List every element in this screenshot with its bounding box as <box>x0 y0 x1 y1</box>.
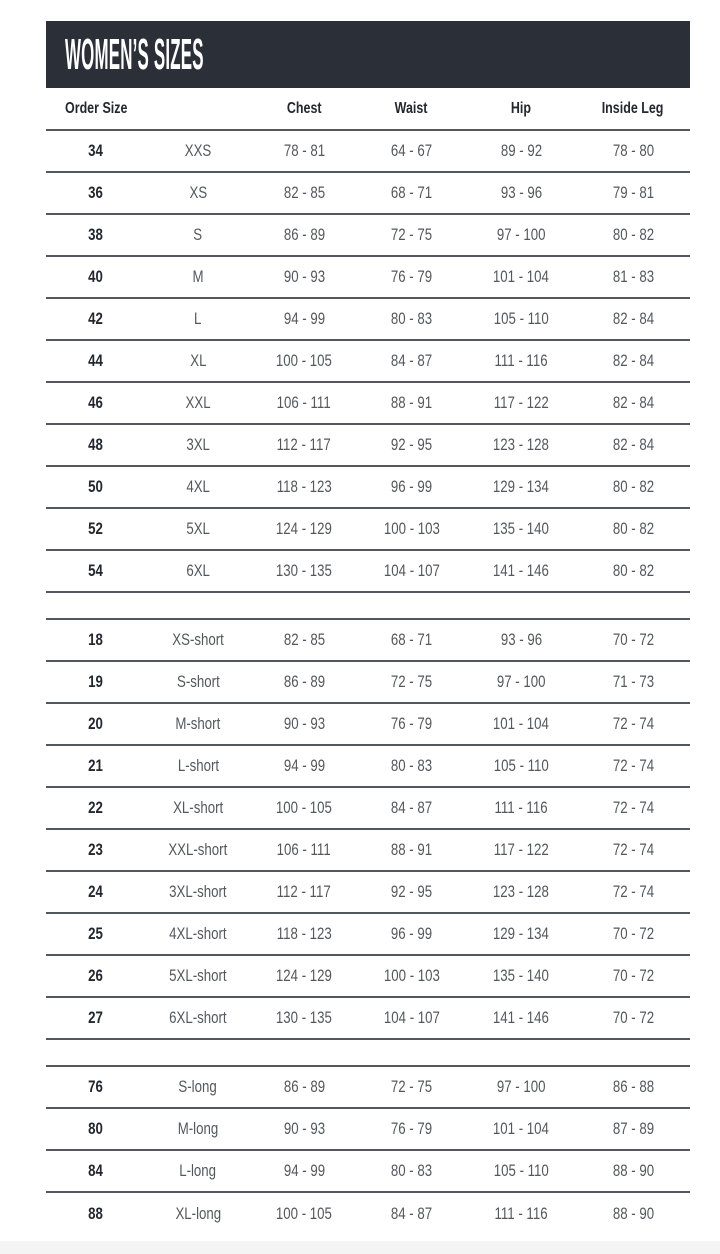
chest-cell: 112 - 117 <box>276 435 332 454</box>
waist-cell: 88 - 91 <box>390 393 433 412</box>
table-row <box>46 1109 690 1151</box>
size-name-cell: M <box>192 267 204 286</box>
chest-cell: 118 - 123 <box>276 924 332 943</box>
order-size-cell: 38 <box>88 225 103 244</box>
waist-cell: 88 - 91 <box>390 840 433 859</box>
waist-cell: 76 - 79 <box>390 267 433 286</box>
inside-leg-cell: 72 - 74 <box>612 840 654 859</box>
waist-cell: 76 - 79 <box>390 1119 433 1138</box>
waist-cell: 104 - 107 <box>383 561 440 580</box>
inside-leg-cell: 80 - 82 <box>612 561 654 580</box>
hip-cell: 101 - 104 <box>492 1119 550 1138</box>
order-size-cell: 21 <box>88 756 103 775</box>
chest-cell: 130 - 135 <box>275 561 333 580</box>
hip-cell: 135 - 140 <box>492 966 550 985</box>
chest-cell: 82 - 85 <box>283 630 325 649</box>
inside-leg-cell: 82 - 84 <box>612 309 654 328</box>
waist-cell: 72 - 75 <box>390 225 433 244</box>
size-section-short <box>46 618 690 1040</box>
waist-cell: 72 - 75 <box>390 672 433 691</box>
table-row <box>46 914 690 956</box>
column-header-chest: Chest <box>286 99 322 117</box>
table-row <box>46 425 690 467</box>
size-name-cell: L-short <box>177 756 219 775</box>
chest-cell: 90 - 93 <box>283 267 325 286</box>
size-name-cell: 6XL-short <box>169 1008 227 1027</box>
table-row <box>46 998 690 1040</box>
waist-cell: 96 - 99 <box>390 477 433 496</box>
waist-cell: 104 - 107 <box>383 1008 440 1027</box>
waist-cell: 68 - 71 <box>390 183 433 202</box>
size-name-cell: 3XL-short <box>169 882 227 901</box>
chest-cell: 124 - 129 <box>275 519 333 538</box>
waist-cell: 72 - 75 <box>390 1077 433 1096</box>
order-size-cell: 88 <box>88 1204 103 1223</box>
inside-leg-cell: 78 - 80 <box>612 141 654 160</box>
table-row <box>46 551 690 593</box>
waist-cell: 84 - 87 <box>390 351 433 370</box>
order-size-cell: 36 <box>88 183 103 202</box>
page-bottom-strip <box>0 1241 720 1254</box>
chest-cell: 130 - 135 <box>275 1008 333 1027</box>
waist-cell: 92 - 95 <box>390 435 433 454</box>
inside-leg-cell: 88 - 90 <box>612 1161 654 1180</box>
size-name-cell: 5XL <box>186 519 210 538</box>
order-size-cell: 19 <box>88 672 103 691</box>
chest-cell: 90 - 93 <box>283 714 325 733</box>
table-row <box>46 662 690 704</box>
chest-cell: 94 - 99 <box>283 756 325 775</box>
size-name-cell: L <box>194 309 202 328</box>
inside-leg-cell: 72 - 74 <box>612 756 654 775</box>
chest-cell: 94 - 99 <box>283 309 325 328</box>
chest-cell: 100 - 105 <box>275 798 333 817</box>
table-row <box>46 383 690 425</box>
order-size-cell: 25 <box>88 924 103 943</box>
chest-cell: 100 - 105 <box>275 351 333 370</box>
order-size-cell: 26 <box>88 966 103 985</box>
inside-leg-cell: 82 - 84 <box>612 351 654 370</box>
hip-cell: 141 - 146 <box>492 1008 550 1027</box>
table-header-row <box>46 88 690 131</box>
inside-leg-cell: 87 - 89 <box>612 1119 654 1138</box>
order-size-cell: 48 <box>88 435 103 454</box>
waist-cell: 84 - 87 <box>390 798 433 817</box>
hip-cell: 93 - 96 <box>500 183 542 202</box>
order-size-cell: 54 <box>88 561 103 580</box>
chest-cell: 106 - 111 <box>276 840 332 859</box>
chest-cell: 106 - 111 <box>276 393 332 412</box>
chest-cell: 82 - 85 <box>283 183 325 202</box>
inside-leg-cell: 70 - 72 <box>612 630 654 649</box>
inside-leg-cell: 72 - 74 <box>612 882 654 901</box>
page-title: WOMEN’S SIZES <box>65 29 204 79</box>
inside-leg-cell: 72 - 74 <box>612 714 654 733</box>
size-name-cell: 4XL <box>186 477 210 496</box>
chest-cell: 86 - 89 <box>283 1077 325 1096</box>
hip-cell: 129 - 134 <box>492 477 550 496</box>
chest-cell: 112 - 117 <box>276 882 332 901</box>
table-row <box>46 257 690 299</box>
inside-leg-cell: 88 - 90 <box>612 1204 654 1223</box>
hip-cell: 93 - 96 <box>500 630 542 649</box>
waist-cell: 92 - 95 <box>390 882 433 901</box>
table-row <box>46 872 690 914</box>
inside-leg-cell: 70 - 72 <box>612 924 654 943</box>
hip-cell: 97 - 100 <box>496 225 546 244</box>
hip-cell: 105 - 110 <box>493 1161 549 1180</box>
table-row <box>46 1151 690 1193</box>
table-row <box>46 956 690 998</box>
table-row <box>46 509 690 551</box>
hip-cell: 111 - 116 <box>494 798 548 817</box>
waist-cell: 100 - 103 <box>383 519 440 538</box>
table-row <box>46 620 690 662</box>
order-size-cell: 44 <box>88 351 103 370</box>
inside-leg-cell: 82 - 84 <box>612 435 654 454</box>
hip-cell: 101 - 104 <box>492 267 550 286</box>
hip-cell: 111 - 116 <box>494 1204 548 1223</box>
order-size-cell: 46 <box>88 393 103 412</box>
inside-leg-cell: 72 - 74 <box>612 798 654 817</box>
table-row <box>46 131 690 173</box>
waist-cell: 96 - 99 <box>390 924 433 943</box>
table-row <box>46 788 690 830</box>
order-size-cell: 76 <box>88 1077 103 1096</box>
table-row <box>46 215 690 257</box>
inside-leg-cell: 86 - 88 <box>612 1077 654 1096</box>
chest-cell: 124 - 129 <box>275 966 333 985</box>
order-size-cell: 27 <box>88 1008 103 1027</box>
size-name-cell: L-long <box>179 1161 217 1180</box>
column-header-waist: Waist <box>395 99 428 117</box>
waist-cell: 68 - 71 <box>390 630 433 649</box>
size-name-cell: XXL-short <box>168 840 228 859</box>
order-size-cell: 34 <box>88 141 103 160</box>
size-name-cell: XL-short <box>172 798 224 817</box>
waist-cell: 100 - 103 <box>383 966 440 985</box>
order-size-cell: 24 <box>88 882 103 901</box>
hip-cell: 111 - 116 <box>494 351 548 370</box>
chest-cell: 94 - 99 <box>283 1161 325 1180</box>
size-name-cell: 4XL-short <box>169 924 227 943</box>
column-header-order-size: Order Size <box>65 99 128 117</box>
table-row <box>46 467 690 509</box>
size-section-regular <box>46 131 690 593</box>
size-name-cell: XS <box>189 183 207 202</box>
table-body <box>46 131 690 1235</box>
order-size-cell: 22 <box>88 798 103 817</box>
hip-cell: 123 - 128 <box>492 435 550 454</box>
hip-cell: 89 - 92 <box>500 141 542 160</box>
size-name-cell: M-long <box>177 1119 219 1138</box>
size-name-cell: 6XL <box>186 561 210 580</box>
hip-cell: 97 - 100 <box>496 672 546 691</box>
table-row <box>46 1067 690 1109</box>
order-size-cell: 84 <box>88 1161 103 1180</box>
size-name-cell: 5XL-short <box>169 966 227 985</box>
title-banner <box>46 21 690 88</box>
table-row <box>46 1193 690 1235</box>
inside-leg-cell: 71 - 73 <box>612 672 654 691</box>
order-size-cell: 20 <box>88 714 103 733</box>
inside-leg-cell: 82 - 84 <box>612 393 654 412</box>
inside-leg-cell: 80 - 82 <box>612 519 654 538</box>
order-size-cell: 80 <box>88 1119 103 1138</box>
size-section-long <box>46 1065 690 1235</box>
order-size-cell: 42 <box>88 309 103 328</box>
hip-cell: 123 - 128 <box>492 882 550 901</box>
table-row <box>46 704 690 746</box>
size-name-cell: M-short <box>175 714 221 733</box>
table-row <box>46 830 690 872</box>
waist-cell: 64 - 67 <box>390 141 433 160</box>
hip-cell: 105 - 110 <box>493 309 549 328</box>
hip-cell: 129 - 134 <box>492 924 550 943</box>
hip-cell: 135 - 140 <box>492 519 550 538</box>
size-name-cell: XL <box>189 351 207 370</box>
column-header-inside-leg: Inside Leg <box>602 99 664 117</box>
womens-size-table <box>46 88 690 1235</box>
chest-cell: 118 - 123 <box>276 477 332 496</box>
waist-cell: 84 - 87 <box>390 1204 433 1223</box>
inside-leg-cell: 81 - 83 <box>612 267 654 286</box>
inside-leg-cell: 79 - 81 <box>612 183 654 202</box>
size-name-cell: 3XL <box>186 435 210 454</box>
waist-cell: 76 - 79 <box>390 714 433 733</box>
waist-cell: 80 - 83 <box>390 309 433 328</box>
chest-cell: 86 - 89 <box>283 225 325 244</box>
size-name-cell: S-long <box>178 1077 218 1096</box>
inside-leg-cell: 80 - 82 <box>612 225 654 244</box>
chest-cell: 100 - 105 <box>275 1204 333 1223</box>
column-header-hip: Hip <box>510 99 532 117</box>
chest-cell: 78 - 81 <box>283 141 325 160</box>
order-size-cell: 23 <box>88 840 103 859</box>
chest-cell: 90 - 93 <box>283 1119 325 1138</box>
hip-cell: 105 - 110 <box>493 756 549 775</box>
size-name-cell: S-short <box>176 672 220 691</box>
size-name-cell: XL-long <box>175 1204 221 1223</box>
inside-leg-cell: 80 - 82 <box>612 477 654 496</box>
order-size-cell: 50 <box>88 477 103 496</box>
table-row <box>46 173 690 215</box>
hip-cell: 117 - 122 <box>493 393 549 412</box>
hip-cell: 97 - 100 <box>496 1077 546 1096</box>
chest-cell: 86 - 89 <box>283 672 325 691</box>
size-name-cell: XXL <box>185 393 211 412</box>
order-size-cell: 18 <box>88 630 103 649</box>
order-size-cell: 40 <box>88 267 103 286</box>
waist-cell: 80 - 83 <box>390 1161 433 1180</box>
hip-cell: 141 - 146 <box>492 561 550 580</box>
inside-leg-cell: 70 - 72 <box>612 966 654 985</box>
table-row <box>46 746 690 788</box>
inside-leg-cell: 70 - 72 <box>612 1008 654 1027</box>
order-size-cell: 52 <box>88 519 103 538</box>
size-name-cell: XXS <box>184 141 212 160</box>
size-name-cell: XS-short <box>172 630 224 649</box>
size-name-cell: S <box>193 225 203 244</box>
table-row <box>46 341 690 383</box>
hip-cell: 101 - 104 <box>492 714 550 733</box>
table-row <box>46 299 690 341</box>
waist-cell: 80 - 83 <box>390 756 433 775</box>
hip-cell: 117 - 122 <box>493 840 549 859</box>
